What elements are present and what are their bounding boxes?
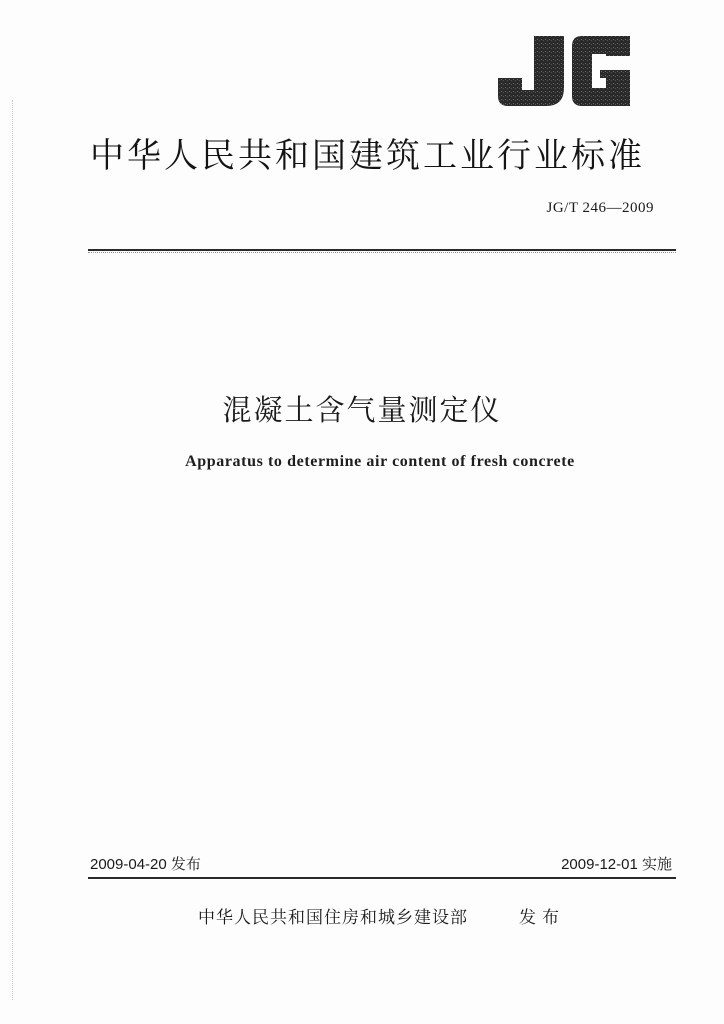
standard-number: JG/T 246—2009: [546, 200, 654, 216]
header-divider-shadow: [88, 252, 676, 253]
issue-date: 2009-04-20 发布: [90, 856, 201, 873]
footer-divider: [88, 877, 676, 879]
jg-logo-icon: [492, 30, 637, 110]
document-title-english: Apparatus to determine air content of fresh concrete: [185, 453, 575, 470]
publisher-name: 中华人民共和国住房和城乡建设部: [198, 908, 468, 928]
organization-title: 中华人民共和国建筑工业行业标准: [90, 136, 645, 176]
scan-edge-marks: [12, 100, 13, 1000]
document-title-chinese: 混凝土含气量测定仪: [222, 393, 502, 427]
implementation-date: 2009-12-01 实施: [561, 856, 672, 873]
publish-label: 发布: [519, 908, 565, 928]
header-divider: [88, 249, 676, 251]
logo-text: JG: [492, 30, 494, 31]
